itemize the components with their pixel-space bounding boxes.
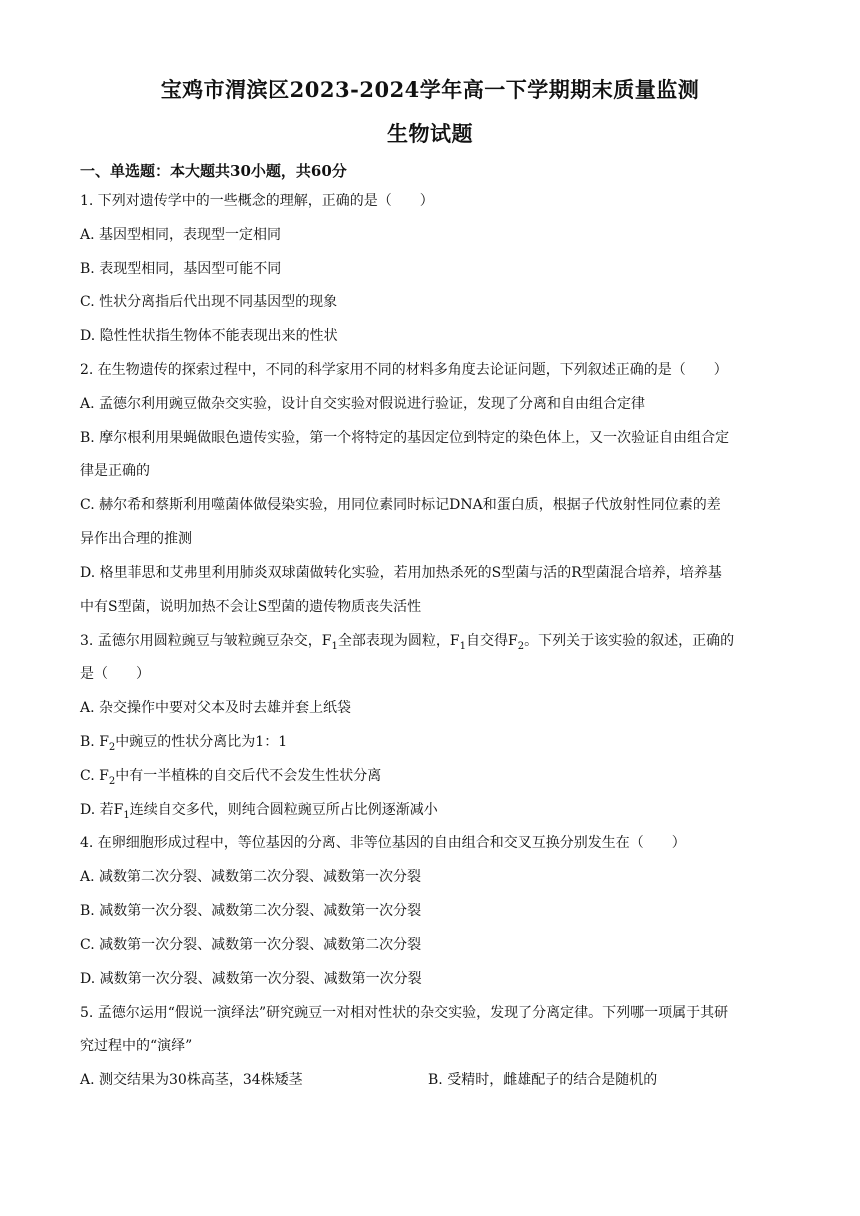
page-title: 宝鸡市渭滨区2023-2024学年高一下学期期末质量监测 bbox=[160, 77, 700, 102]
question-1-option-b: B. 表现型相同，基因型可能不同 bbox=[80, 261, 282, 277]
question-3-option-c: C. $F_2$中有一半植株的自交后代不会发生性状分离 bbox=[80, 768, 382, 787]
question-5-option-b: B. 受精时，雌雄配子的结合是随机的 bbox=[428, 1072, 658, 1088]
question-4-option-c: C. 减数第一次分裂、减数第一次分裂、减数第二次分裂 bbox=[80, 937, 422, 953]
question-4-stem: 4. 在卵细胞形成过程中，等位基因的分离、非等位基因的自由组合和交叉互换分别发生在（ ） bbox=[80, 835, 686, 851]
question-1-option-d: D. 隐性性状指生物体不能表现出来的性状 bbox=[80, 328, 338, 344]
section-heading: 一、单选题：本大题共30小题，共60分 bbox=[80, 162, 347, 180]
question-3-stem: 3. 孟德尔用圆粒豌豆与皱粒豌豆杂交，$F_1$全部表现为圆粒，$F_1$自交得$F_2$。下列关于该实验的叙述，正确的 bbox=[80, 633, 735, 652]
question-1-stem: 1. 下列对遗传学中的一些概念的理解，正确的是（ ） bbox=[80, 193, 434, 209]
question-2-option-d: D. 格里菲思和艾弗里利用肺炎双球菌做转化实验，若用加热杀死的S型菌与活的R型菌混合培养，培养基 bbox=[80, 565, 722, 581]
question-2-option-b: B. 摩尔根利用果蝇做眼色遗传实验，第一个将特定的基因定位到特定的染色体上，又一次验证自由组合定 bbox=[80, 430, 730, 446]
question-2-option-d-cont: 中有S型菌，说明加热不会让S型菌的遗传物质丧失活性 bbox=[80, 599, 422, 615]
question-2-option-c: C. 赫尔希和蔡斯利用噬菌体做侵染实验，用同位素同时标记DNA和蛋白质，根据子代放射性同位素的差 bbox=[80, 497, 721, 513]
question-1-option-a: A. 基因型相同，表现型一定相同 bbox=[80, 227, 282, 243]
question-1-option-c: C. 性状分离指后代出现不同基因型的现象 bbox=[80, 294, 338, 310]
page-subtitle: 生物试题 bbox=[387, 121, 473, 146]
question-5-stem: 5. 孟德尔运用“假说一演绎法”研究豌豆一对相对性状的杂交实验，发现了分离定律。下列哪一项属于其研 bbox=[80, 1005, 729, 1021]
question-5-stem-cont: 究过程中的“演绎” bbox=[80, 1038, 193, 1054]
question-4-option-b: B. 减数第一次分裂、减数第二次分裂、减数第一次分裂 bbox=[80, 903, 422, 919]
question-3-option-a: A. 杂交操作中要对父本及时去雄并套上纸袋 bbox=[80, 700, 352, 716]
question-2-stem: 2. 在生物遗传的探索过程中，不同的科学家用不同的材料多角度去论证问题，下列叙述正确的是（ ） bbox=[80, 362, 728, 378]
question-2-option-a: A. 孟德尔利用豌豆做杂交实验，设计自交实验对假说进行验证，发现了分离和自由组合定律 bbox=[80, 396, 646, 412]
question-5-option-a: A. 测交结果为30株高茎，34株矮茎 bbox=[80, 1072, 303, 1088]
question-3-option-b: B. $F_2$中豌豆的性状分离比为1：1 bbox=[80, 734, 288, 753]
question-3-option-d: D. 若$F_1$连续自交多代，则纯合圆粒豌豆所占比例逐渐减小 bbox=[80, 802, 438, 821]
question-2-option-b-cont: 律是正确的 bbox=[80, 463, 150, 479]
question-4-option-a: A. 减数第二次分裂、减数第二次分裂、减数第一次分裂 bbox=[80, 869, 422, 885]
question-3-stem-cont: 是（ ） bbox=[80, 666, 150, 682]
question-4-option-d: D. 减数第一次分裂、减数第一次分裂、减数第一次分裂 bbox=[80, 971, 422, 987]
question-2-option-c-cont: 异作出合理的推测 bbox=[80, 531, 192, 547]
